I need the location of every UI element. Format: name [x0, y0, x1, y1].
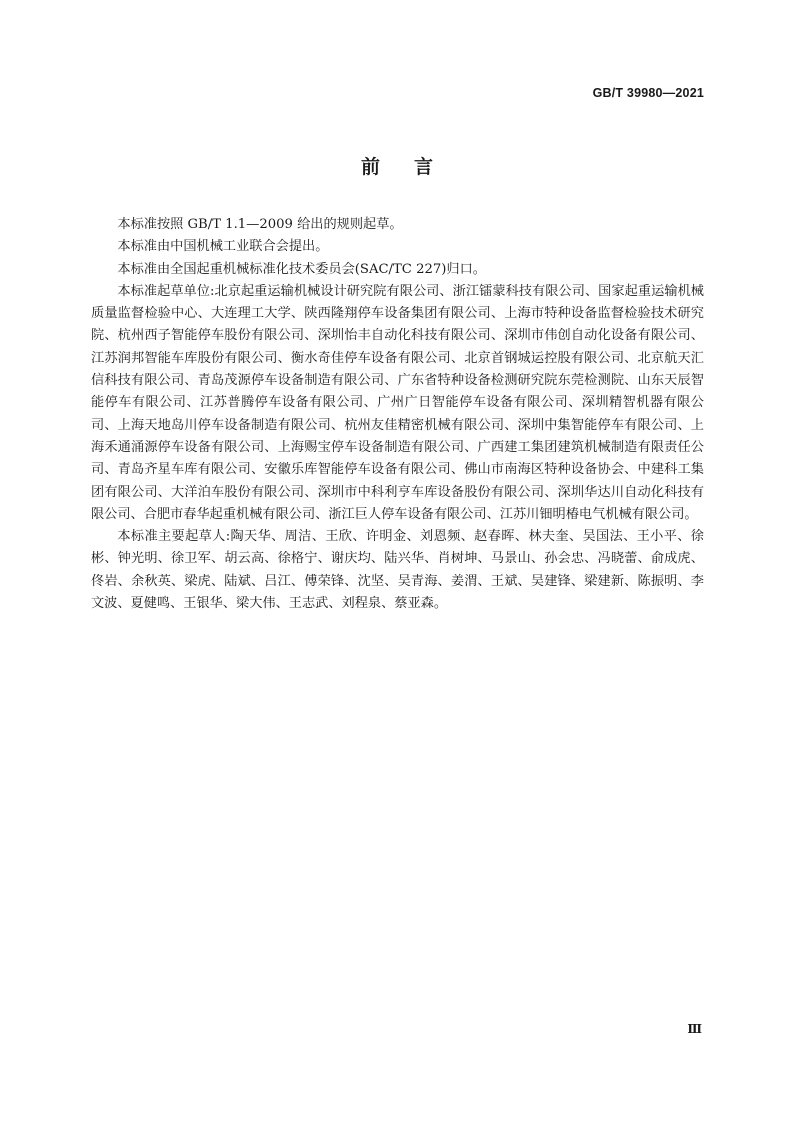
paragraph-drafting-units: 本标准起草单位:北京起重运输机械设计研究院有限公司、浙江镭蒙科技有限公司、国家起重运输机械质量监督检验中心、大连理工大学、陕西隆翔停车设备集团有限公司、上海市特种设备监督检验技术研究院、杭州西子智能停车股份有限公司、深圳怡丰自动化科技有限公司、深圳市伟创自动化设备有限公司、江苏润邦智能车库股份有限公司、衡水奇佳停车设备有限公司、北京首钢城运控股有限公司、北京航天汇信科技有限公司、青岛茂源停车设备制造有限公司、广东省特种设备检测研究院东莞检测院、山东天辰智能停车有限公司、江苏普腾停车设备有限公司、广州广日智能停车设备有限公司、深圳精智机器有限公司、上海天地岛川停车设备制造有限公司、杭州友佳精密机械有限公司、深圳中集智能停车有限公司、上海禾通涌源停车设备有限公司、上海赐宝停车设备制造有限公司、广西建工集团建筑机械制造有限责任公司、青岛齐星车库有限公司、安徽乐库智能停车设备有限公司、佛山市南海区特种设备协会、中建科工集团有限公司、大洋泊车股份有限公司、深圳市中科利亨车库设备股份有限公司、深圳华达川自动化科技有限公司、合肥市春华起重机械有限公司、浙江巨人停车设备有限公司、江苏川钿明椿电气机械有限公司。: [91, 283, 704, 522]
paragraph-proposer: 本标准由中国机械工业联合会提出。: [117, 239, 329, 255]
paragraph-drafting-rules: 本标准按照 GB/T 1.1—2009 给出的规则起草。: [117, 217, 403, 232]
page-title: 前言: [360, 156, 467, 178]
foreword-body: [91, 214, 704, 615]
page-number: Ⅲ: [687, 1022, 702, 1036]
paragraph-drafters: 本标准主要起草人:陶天华、周洁、王欣、许明金、刘恩频、赵春晖、林夫奎、吴国法、王小平、徐彬、钟光明、徐卫军、胡云高、徐格宁、谢庆均、陆兴华、肖树坤、马景山、孙会忠、冯晓蕾、俞成虎、佟岩、余秋英、梁虎、陆斌、吕江、傅荣锋、沈坚、吴青海、姜渭、王斌、吴建锋、梁建新、陈振明、李文波、夏健鸣、王银华、梁大伟、王志武、刘程泉、蔡亚森。: [91, 529, 704, 612]
paragraph-committee: 本标准由全国起重机械标准化技术委员会(SAC/TC 227)归口。: [117, 261, 486, 277]
standard-code: GB/T 39980—2021: [592, 86, 704, 100]
